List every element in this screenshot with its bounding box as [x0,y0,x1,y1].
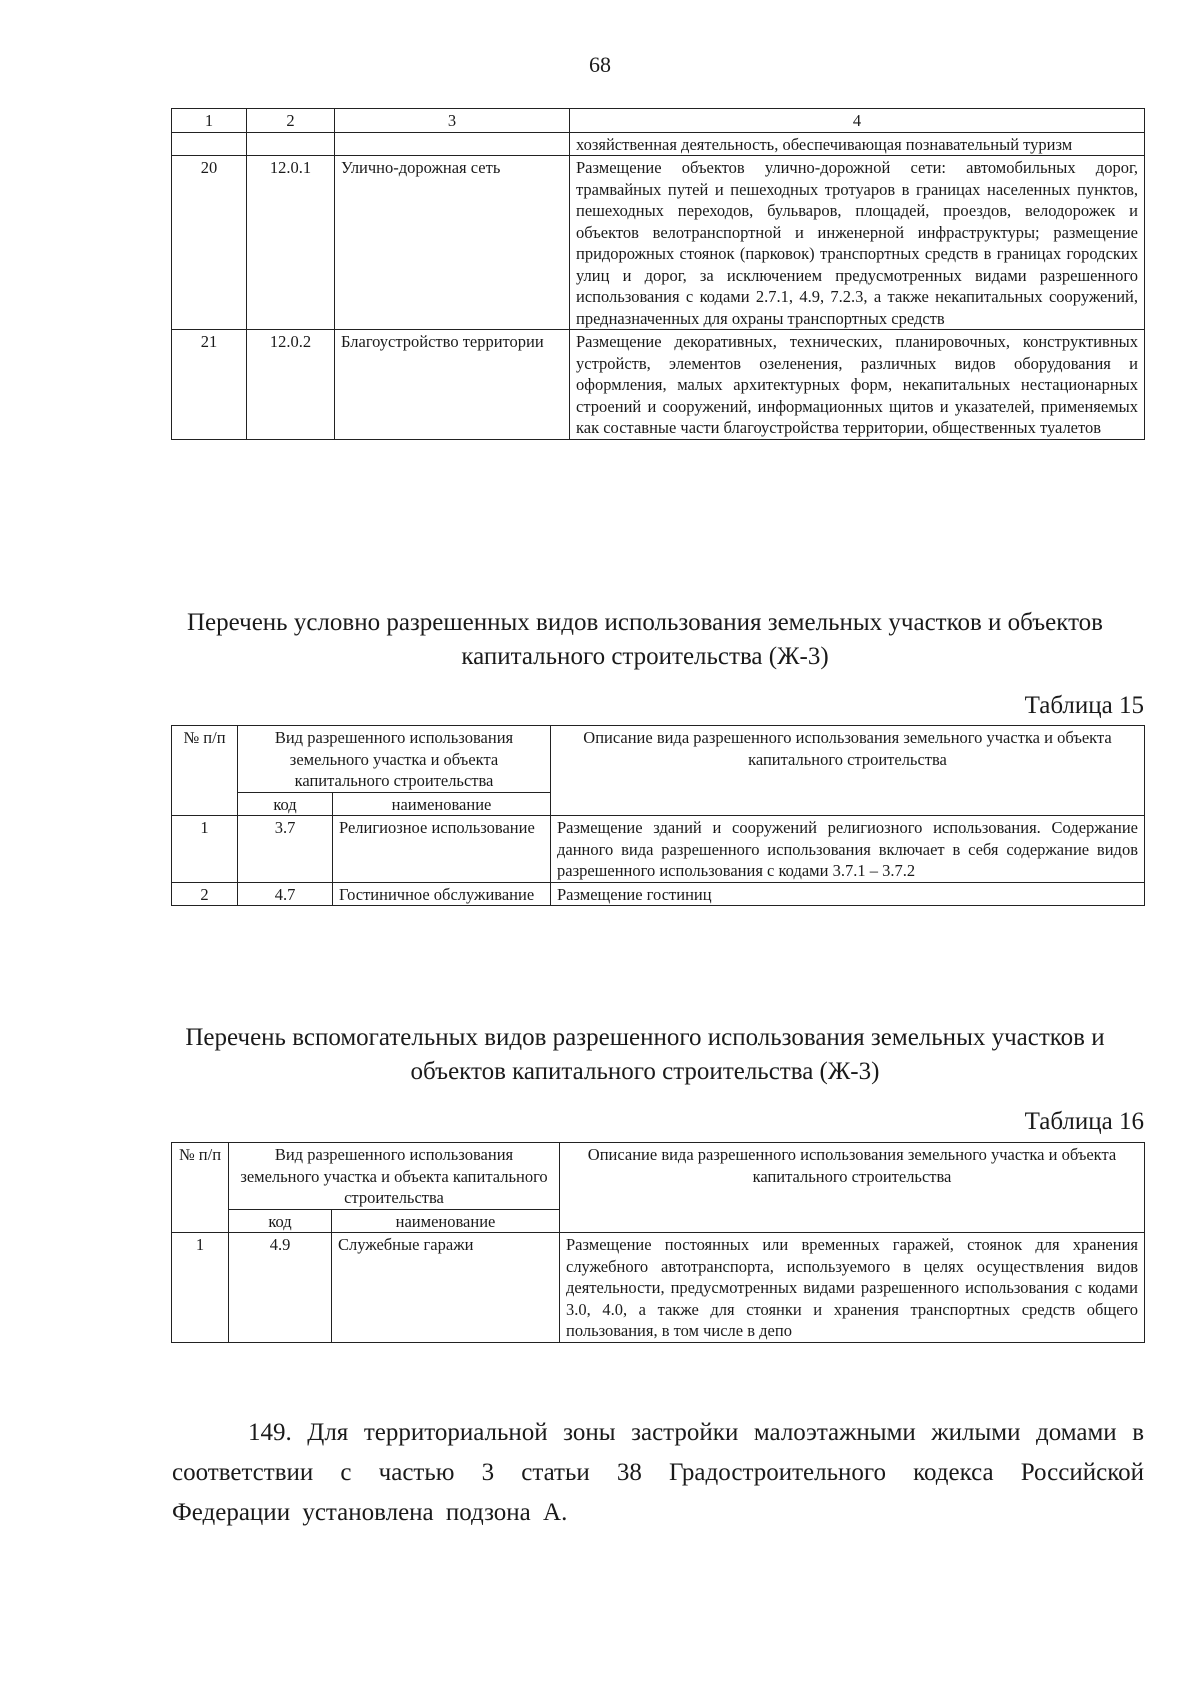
row-code: 12.0.1 [247,156,335,330]
row-name: Гостиничное обслуживание [333,882,551,906]
row-number: 2 [172,882,238,906]
header-description: Описание вида разрешенного использования земельного участка и объекта капитального строительства [560,1143,1145,1233]
table-row [172,1233,1145,1343]
header-number: № п/п [172,1143,229,1233]
column-number-1: 1 [172,109,247,133]
row-name: Улично-дорожная сеть [335,156,570,330]
table-row [172,156,1145,330]
row-description: Размещение гостиниц [551,882,1145,906]
table-continued [171,108,1145,440]
table-header-row [172,1143,1145,1210]
row-description: Размещение постоянных или временных гаражей, стоянок для хранения служебного автотранспорта, используемого в целях осуществления видов деятельности, предусмотренных видами разрешенного использования с кодами 3.0, 4.0, а также для стоянки и хранения транспортных средств общего пользования, в том числе в депо [560,1233,1145,1343]
header-name: наименование [333,792,551,816]
section-15-heading: Перечень условно разрешенных видов использования земельных участков и объектов капитального строительства (Ж-3) [187,609,1103,670]
header-kind: Вид разрешенного использования земельного участка и объекта капитального строительства [238,726,551,793]
row-code: 4.9 [229,1233,332,1343]
row-code: 4.7 [238,882,333,906]
column-number-2: 2 [247,109,335,133]
table-row [172,816,1145,883]
table-15-caption: Таблица 15 [1024,692,1144,719]
row-description: Размещение декоративных, технических, планировочных, конструктивных устройств, элементов озеленения, различных видов оборудования и оформления, малых архитектурных форм, некапитальных нестационарных строений и сооружений, информационных щитов и указателей, применяемых как составные части благоустройства территории, общественных туалетов [570,330,1145,440]
row-description: Размещение зданий и сооружений религиозного использования. Содержание данного вида разрешенного использования включает в себя содержание видов разрешенного использования с кодами 3.7.1 – 3.7.2 [551,816,1145,883]
table-16 [171,1142,1145,1343]
header-name: наименование [332,1209,560,1233]
column-number-4: 4 [570,109,1145,133]
row-number: 20 [172,156,247,330]
column-number-3: 3 [335,109,570,133]
row-code [247,132,335,156]
row-name [335,132,570,156]
row-name: Благоустройство территории [335,330,570,440]
row-code: 3.7 [238,816,333,883]
header-kind: Вид разрешенного использования земельного участка и объекта капитального строительства [229,1143,560,1210]
table-15 [171,725,1145,906]
header-code: код [229,1209,332,1233]
row-name: Служебные гаражи [332,1233,560,1343]
table-header-row [172,726,1145,793]
section-16-heading: Перечень вспомогательных видов разрешенного использования земельных участков и объектов капитального строительства (Ж-3) [185,1024,1105,1085]
table-row [172,132,1145,156]
header-description: Описание вида разрешенного использования земельного участка и объекта капитального строительства [551,726,1145,816]
row-description: хозяйственная деятельность, обеспечивающая познавательный туризм [570,132,1145,156]
row-number: 1 [172,816,238,883]
header-code: код [238,792,333,816]
table-header-row [172,109,1145,133]
row-number [172,132,247,156]
row-number: 21 [172,330,247,440]
row-number: 1 [172,1233,229,1343]
paragraph-149: 149. Для территориальной зоны застройки малоэтажными жилыми домами в соответствии с частью 3 статьи 38 Градостроительного кодекса Российской Федерации установлена подзона А. [172,1419,1144,1526]
row-code: 12.0.2 [247,330,335,440]
table-row [172,882,1145,906]
table-16-caption: Таблица 16 [1024,1108,1144,1135]
table-row [172,330,1145,440]
row-description: Размещение объектов улично-дорожной сети: автомобильных дорог, трамвайных путей и пешеходных тротуаров в границах населенных пунктов, пешеходных переходов, бульваров, площадей, проездов, велодорожек и объектов велотранспортной и инженерной инфраструктуры; размещение придорожных стоянок (парковок) транспортных средств в границах городских улиц и дорог, за исключением предусмотренных видами разрешенного использования с кодами 2.7.1, 4.9, 7.2.3, а также некапитальных сооружений, предназначенных для охраны транспортных средств [570,156,1145,330]
row-name: Религиозное использование [333,816,551,883]
page-number: 68 [589,52,611,77]
header-number: № п/п [172,726,238,816]
